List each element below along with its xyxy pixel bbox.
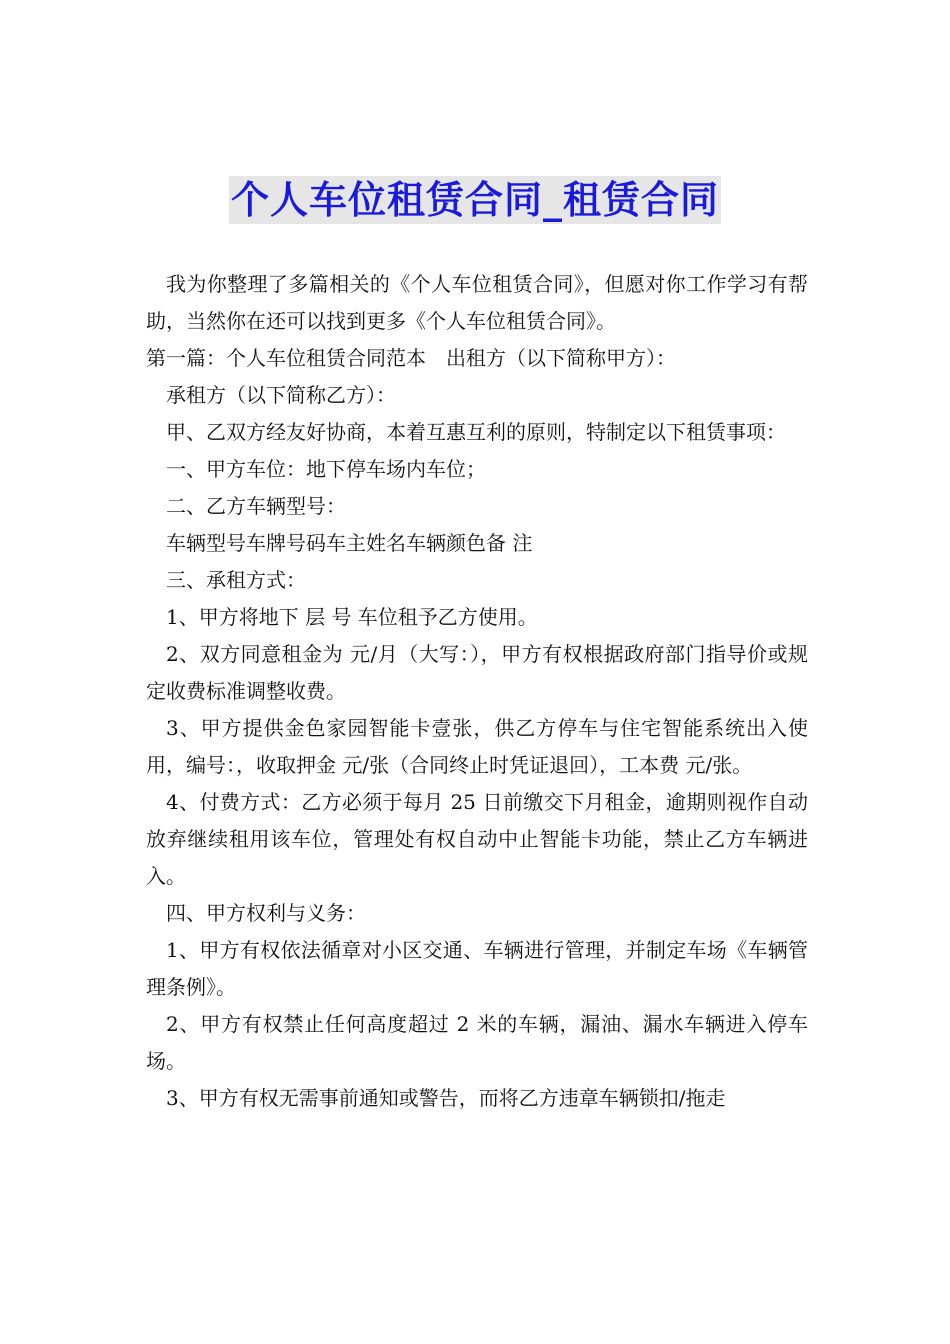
paragraph-intro: 我为你整理了多篇相关的《个人车位租赁合同》，但愿对你工作学习有帮助，当然你在还可以找到更多《个人车位租赁合同》。 — [146, 272, 808, 333]
paragraph-clause-4: 四、甲方权利与义务： — [166, 901, 366, 925]
paragraph-lessee: 承租方（以下简称乙方）： — [166, 383, 396, 407]
paragraph-agreement: 甲、乙双方经友好协商，本着互惠互利的原则，特制定以下租赁事项： — [166, 420, 786, 444]
paragraph-clause-1: 一、甲方车位：地下停车场内车位； — [166, 457, 486, 481]
paragraph-item-3-4: 4、付费方式：乙方必须于每月 25 日前缴交下月租金，逾期则视作自动放弃继续租用该车位，管理处有权自动中止智能卡功能，禁止乙方车辆进入。 — [146, 790, 808, 888]
paragraph-first-section: 第一篇：个人车位租赁合同范本 出租方（以下简称甲方）： — [146, 346, 676, 370]
paragraph-item-3-2: 2、双方同意租金为 元/月（大写：），甲方有权根据政府部门指导价或规定收费标准调整收费。 — [146, 642, 808, 703]
paragraph-clause-3: 三、承租方式： — [166, 568, 306, 592]
document-title: 个人车位租赁合同_租赁合同 — [230, 178, 719, 222]
title-container — [0, 176, 950, 224]
paragraph-clause-2: 二、乙方车辆型号： — [166, 494, 346, 518]
paragraph-item-4-1: 1、甲方有权依法循章对小区交通、车辆进行管理，并制定车场《车辆管理条例》。 — [146, 938, 808, 999]
paragraph-vehicle-fields: 车辆型号车牌号码车主姓名车辆颜色备 注 — [166, 531, 533, 555]
document-body — [146, 266, 808, 1117]
paragraph-item-4-2: 2、甲方有权禁止任何高度超过 2 米的车辆，漏油、漏水车辆进入停车场。 — [146, 1012, 808, 1073]
paragraph-item-3-1: 1、甲方将地下 层 号 车位租予乙方使用。 — [166, 605, 538, 629]
paragraph-item-3-3: 3、甲方提供金色家园智能卡壹张，供乙方停车与住宅智能系统出入使用，编号：，收取押金 元/张（合同终止时凭证退回），工本费 元/张。 — [146, 716, 808, 777]
paragraph-item-4-3: 3、甲方有权无需事前通知或警告，而将乙方违章车辆锁扣/拖走 — [166, 1086, 726, 1110]
